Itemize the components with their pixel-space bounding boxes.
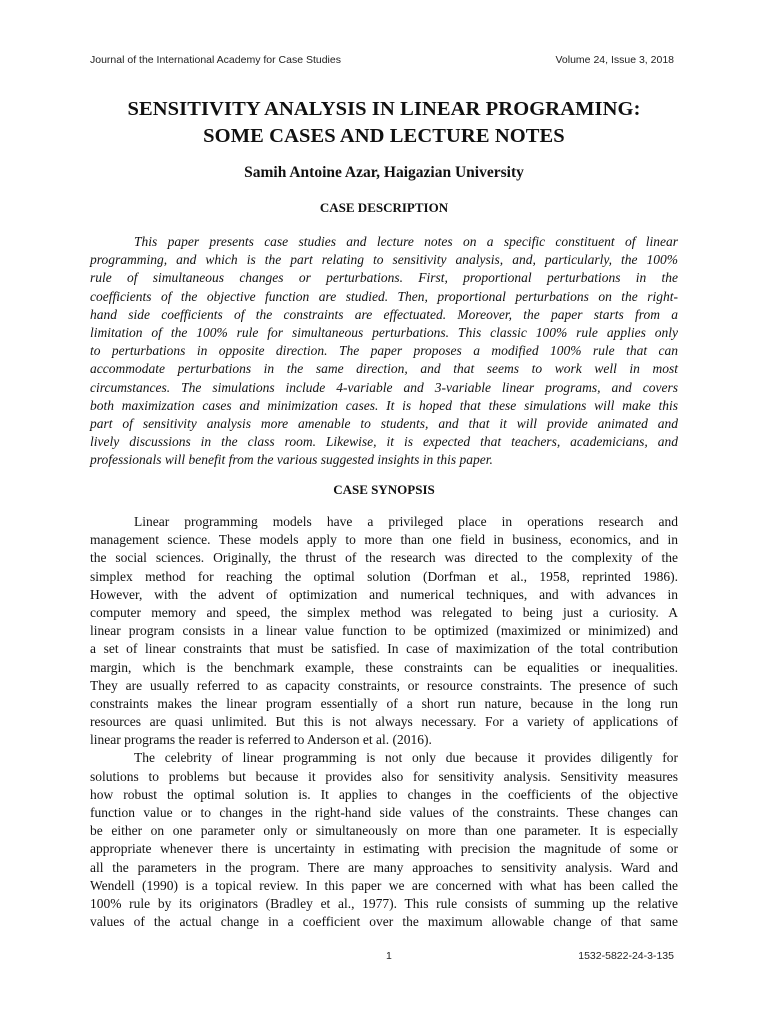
text-line: The celebrity of linear programming is not only due because it provides diligently for: [134, 750, 678, 766]
text-line: the social sciences. Originally, the thrust of the research was directed to the complexity of the: [90, 550, 678, 566]
text-line: part of sensitivity analysis more amenable to students, and that it will provide animated and: [90, 415, 678, 431]
text-line: hand side coefficients of the constraints are effectuated. Moreover, the paper starts from a: [90, 306, 678, 322]
running-footer: [90, 950, 674, 966]
text-line: computer memory and speed, the simplex method was relegated to being just a curiosity. A: [90, 604, 678, 620]
text-line: professionals will benefit from the various suggested insights in this paper.: [90, 452, 493, 468]
text-line: This paper presents case studies and lecture notes on a specific constituent of linear: [134, 234, 678, 249]
text-line: Wendell (1990) is a topical review. In this paper we are concerned with what has been called the: [90, 877, 678, 893]
text-line: simplex method for reaching the optimal solution (Dorfman et al., 1958, reprinted 1986).: [90, 568, 678, 584]
text-line: rule of simultaneous changes or perturbations. First, proportional perturbations in the: [90, 270, 678, 286]
case-synopsis-heading: CASE SYNOPSIS: [333, 482, 435, 497]
author-affiliation: Samih Antoine Azar, Haigazian University: [244, 164, 524, 181]
text-line: constraints makes the linear program essentially of a short run nature, because in the long run: [90, 695, 678, 711]
text-line: be either on one parameter only or simultaneously on more than one parameter. It is especially: [90, 823, 678, 839]
text-line: how robust the optimal solution is. It applies to changes in the coefficients of the objective: [90, 786, 678, 802]
text-line: limitation of the 100% rule for simultaneous perturbations. This classic 100% rule applies only: [90, 324, 678, 340]
text-line: lively discussions in the class room. Likewise, it is expected that teachers, academicians, and: [90, 434, 678, 450]
text-line: solutions to problems but because it provides also for sensitivity analysis. Sensitivity measures: [90, 768, 678, 784]
text-line: Linear programming models have a privileged place in operations research and: [134, 514, 678, 529]
text-line: to perturbations in opposite direction. The paper proposes a modified 100% rule that can: [90, 343, 678, 359]
case-synopsis-text: [90, 513, 678, 931]
text-line: function value or to changes in the right-hand side values of the constraints. These changes can: [90, 805, 678, 820]
journal-name: Journal of the International Academy for Case Studies: [90, 54, 341, 66]
page-number: 1: [386, 950, 392, 962]
text-line: 100% rule by its originators (Bradley et al., 1977). This rule consists of summing up the relative: [90, 895, 678, 911]
paper-title: [60, 96, 708, 150]
text-line: resources are quasi unlimited. But this is not always necessary. For a variety of applications of: [90, 714, 678, 730]
text-line: linear programs the reader is referred to Anderson et al. (2016).: [90, 732, 432, 748]
text-line: programming, and which is the part relating to sensitivity analysis, and, particularly, the 100%: [90, 252, 678, 268]
text-line: appropriate whenever there is uncertainty in estimating with precision the magnitude of some or: [90, 841, 678, 857]
text-line: values of the actual change in a coefficient over the maximum allowable change of that same: [90, 914, 678, 930]
text-line: management science. These models apply to more than one field in business, economics, and in: [90, 532, 678, 548]
title-line-1: SENSITIVITY ANALYSIS IN LINEAR PROGRAMING:: [127, 98, 641, 120]
case-description-text: [90, 233, 678, 469]
text-line: linear program consists in a linear value function to be optimized (maximized or minimized) and: [90, 623, 678, 639]
running-header: [90, 54, 674, 70]
text-line: accommodate perturbations in the same direction, and that seems to work well in most: [90, 361, 678, 377]
title-line-2: SOME CASES AND LECTURE NOTES: [203, 125, 565, 147]
text-line: However, with the advent of optimization and numerical techniques, and with advances in: [90, 586, 678, 602]
text-line: They are usually referred to as capacity constraints, or resource constraints. The presence of such: [90, 677, 678, 693]
volume-issue: Volume 24, Issue 3, 2018: [555, 54, 674, 66]
text-line: both maximization cases and minimization cases. It is hoped that these simulations will make this: [90, 397, 678, 413]
text-line: all the parameters in the program. There are many approaches to sensitivity analysis. Ward and: [90, 859, 678, 875]
text-line: circumstances. The simulations include 4-variable and 3-variable linear programs, and covers: [90, 379, 678, 395]
case-description-heading: CASE DESCRIPTION: [319, 200, 449, 215]
text-line: a set of linear constraints that must be satisfied. In case of maximization of the total contribution: [90, 641, 678, 657]
document-code: 1532-5822-24-3-135: [578, 950, 674, 962]
text-line: margin, which is the benchmark example, these constraints can be equalities or inequalities.: [90, 659, 678, 675]
text-line: coefficients of the objective function are studied. Then, proportional perturbations on the right-: [90, 288, 678, 304]
